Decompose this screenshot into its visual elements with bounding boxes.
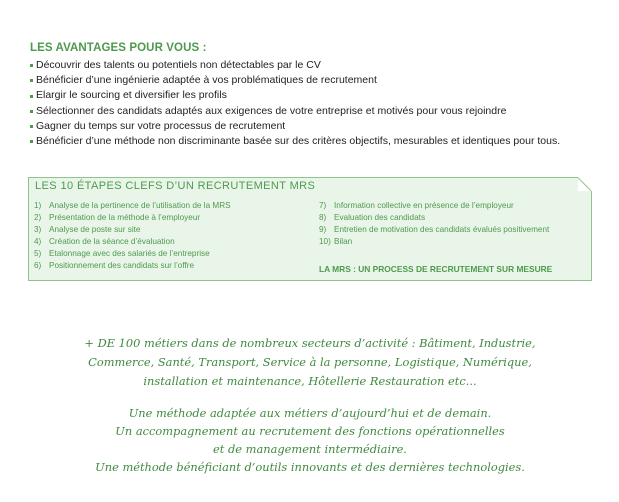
metiers-line: + DE 100 métiers dans de nombreux secteurs d’activité : Bâtiment, Industrie, [84, 336, 536, 350]
step-label: Evaluation des candidats [334, 213, 426, 222]
advantage-text: Bénéficier d’une méthode non discriminante basée sur des critères objectifs, mesurables et identiques pour tous. [36, 135, 561, 148]
advantage-item [29, 58, 609, 73]
step-label: Etalonnage avec des salariés de l’entreprise [49, 249, 210, 258]
advantage-item [29, 73, 609, 88]
step-item [34, 260, 231, 272]
steps-title: LES 10 ÉTAPES CLEFS D’UN RECRUTEMENT MRS [35, 180, 316, 192]
step-item [34, 248, 231, 260]
metiers-paragraph [60, 334, 560, 391]
steps-left-column [34, 200, 231, 272]
advantage-text: Gagner du temps sur votre processus de recrutement [36, 119, 286, 132]
steps-right-column [319, 200, 549, 248]
bullet-icon [30, 64, 33, 67]
step-item [34, 212, 231, 224]
bullet-icon [30, 125, 33, 128]
advantages-title: LES AVANTAGES POUR VOUS : [30, 42, 207, 54]
step-item [319, 236, 549, 248]
bullet-icon [30, 110, 33, 113]
step-number: 9) [319, 225, 327, 234]
method-line: Un accompagnement au recrutement des fonctions opérationnelles [115, 424, 505, 438]
advantage-item [29, 119, 609, 134]
advantage-text: Sélectionner des candidats adaptés aux exigences de votre entreprise et motivés pour vous rejoindre [36, 104, 507, 117]
bullet-icon [30, 140, 33, 143]
step-item [34, 224, 231, 236]
step-number: 7) [319, 201, 327, 210]
metiers-line: Commerce, Santé, Transport, Service à la personne, Logistique, Numérique, [88, 355, 532, 369]
step-label: Analyse de poste sur site [49, 225, 141, 234]
step-number: 1) [34, 201, 42, 210]
step-item [319, 212, 549, 224]
advantage-text: Elargir le sourcing et diversifier les profils [36, 89, 227, 102]
step-item [319, 224, 549, 236]
step-number: 3) [34, 225, 42, 234]
step-label: Bilan [334, 237, 353, 246]
advantage-item [29, 134, 609, 149]
step-number: 2) [34, 213, 42, 222]
step-item [34, 200, 231, 212]
bullet-icon [30, 79, 33, 82]
step-label: Création de la séance d’évaluation [49, 237, 175, 246]
bullet-icon [30, 95, 33, 98]
method-line: et de management intermédiaire. [213, 442, 407, 456]
step-item [319, 200, 549, 212]
steps-box [28, 177, 592, 281]
advantage-text: Découvrir des talents ou potentiels non détectables par le CV [36, 59, 321, 71]
step-number: 8) [319, 213, 327, 222]
method-line: Une méthode adaptée aux métiers d’aujourd’hui et de demain. [128, 406, 492, 420]
folded-corner [578, 177, 592, 191]
step-label: Analyse de la pertinence de l’utilisation de la MRS [49, 201, 231, 210]
advantage-text: Bénéficier d’une ingénierie adaptée à vos problématiques de recrutement [36, 74, 377, 87]
step-label: Présentation de la méthode à l’employeur [49, 213, 201, 222]
step-label: Positionnement des candidats sur l’offre [49, 261, 195, 270]
method-paragraph [60, 404, 560, 476]
advantage-item [29, 104, 609, 119]
step-number: 6) [34, 261, 42, 270]
step-number: 10) [319, 237, 331, 246]
step-item [34, 236, 231, 248]
step-number: 4) [34, 237, 42, 246]
step-label: Information collective en présence de l’employeur [334, 201, 514, 210]
advantage-item [29, 88, 609, 103]
step-number: 5) [34, 249, 42, 258]
method-line: Une méthode bénéficiant d’outils innovants et des dernières technologies. [95, 460, 525, 474]
advantages-list [29, 58, 609, 149]
metiers-line: installation et maintenance, Hôtellerie Restauration etc... [143, 374, 477, 388]
steps-tagline: LA MRS : UN PROCESS DE RECRUTEMENT SUR MESURE [319, 264, 553, 274]
step-label: Entretien de motivation des candidats évalués positivement [334, 225, 550, 234]
